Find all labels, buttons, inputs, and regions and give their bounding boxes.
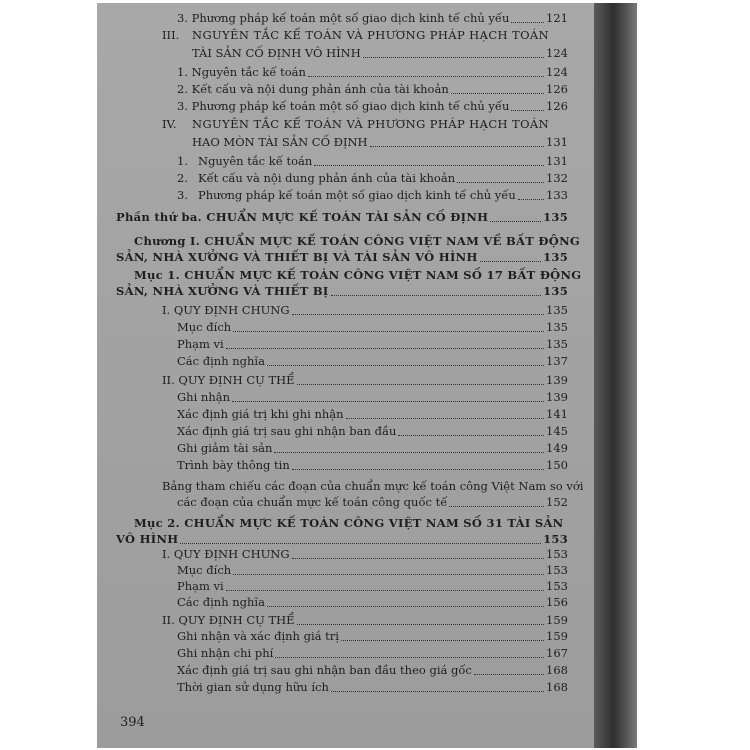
- toc-entry-line: Bảng tham chiếu các đoạn của chuẩn mực kế toán công Việt Nam so với: [162, 479, 584, 493]
- toc-section-heading: Mục 1. CHUẨN MỰC KẾ TOÁN CÔNG VIỆT NAM SỐ 17 BẤT ĐỘNG: [134, 268, 582, 282]
- toc-part-heading: Phần thứ ba. CHUẨN MỰC KẾ TOÁN TÀI SẢN CỐ ĐỊNH 135: [116, 210, 568, 224]
- toc-leader: [511, 110, 544, 111]
- toc-entry: Ghi nhận và xác định giá trị 159: [177, 629, 568, 643]
- toc-leader: [511, 22, 544, 23]
- toc-leader: [451, 93, 544, 94]
- toc-entry: VÔ HÌNH 153: [116, 532, 568, 546]
- toc-leader: [363, 57, 544, 58]
- toc-leader: [232, 401, 544, 402]
- toc-leader: [308, 76, 544, 77]
- toc-leader: [474, 674, 544, 675]
- toc-entry: Ghi nhận chi phí 167: [177, 646, 568, 660]
- book-spine-shadow: [594, 3, 637, 748]
- toc-leader: [180, 543, 541, 544]
- toc-item-number: 1.: [177, 154, 188, 168]
- toc-leader: [457, 182, 544, 183]
- toc-item-number: 2.: [177, 171, 188, 185]
- toc-entry: 1. Nguyên tắc kế toán 124: [177, 65, 568, 79]
- toc-entry: 2. Kết cấu và nội dung phản ánh của tài khoản 126: [177, 82, 568, 96]
- toc-entry: Kết cấu và nội dung phản ánh của tài khoản 132: [198, 171, 568, 185]
- toc-entry: Thời gian sử dụng hữu ích 168: [177, 680, 568, 694]
- toc-roman-numeral: IV.: [162, 117, 177, 131]
- toc-entry: 3. Phương pháp kế toán một số giao dịch kinh tế chủ yếu 126: [177, 99, 568, 113]
- toc-leader: [267, 365, 544, 366]
- toc-leader: [314, 165, 544, 166]
- toc-chapter-heading: Chương I. CHUẨN MỰC KẾ TOÁN CÔNG VIỆT NAM VỀ BẤT ĐỘNG: [134, 234, 581, 248]
- toc-entry: II. QUY ĐỊNH CỤ THỂ 139: [162, 373, 568, 387]
- toc-item-number: 3.: [177, 188, 188, 202]
- toc-heading-line: NGUYÊN TẮC KẾ TOÁN VÀ PHƯƠNG PHÁP HẠCH TOÁN: [192, 28, 550, 42]
- toc-leader: [233, 574, 544, 575]
- toc-entry: Mục đích 135: [177, 320, 568, 334]
- toc-leader: [292, 558, 544, 559]
- toc-leader: [226, 590, 544, 591]
- toc-entry: II. QUY ĐỊNH CỤ THỂ 159: [162, 613, 568, 627]
- toc-leader: [490, 221, 541, 222]
- toc-entry: SẢN, NHÀ XƯỞNG VÀ THIẾT BỊ 135: [116, 284, 568, 298]
- toc-leader: [292, 314, 544, 315]
- toc-entry: Các định nghĩa 156: [177, 595, 568, 609]
- toc-entry: TÀI SẢN CỐ ĐỊNH VÔ HÌNH 124: [192, 46, 568, 60]
- toc-leader: [331, 295, 541, 296]
- toc-entry: Xác định giá trị khi ghi nhận 141: [177, 407, 568, 421]
- page-number: 394: [120, 715, 145, 730]
- toc-entry: Phương pháp kế toán một số giao dịch kinh tế chủ yếu 133: [198, 188, 568, 202]
- toc-heading-line: NGUYÊN TẮC KẾ TOÁN VÀ PHƯƠNG PHÁP HẠCH TOÁN: [192, 117, 550, 131]
- toc-leader: [346, 418, 545, 419]
- toc-leader: [370, 146, 544, 147]
- toc-entry: Các định nghĩa 137: [177, 354, 568, 368]
- toc-leader: [233, 331, 544, 332]
- toc-section-heading: Mục 2. CHUẨN MỰC KẾ TOÁN CÔNG VIỆT NAM SỐ 31 TÀI SẢN: [134, 516, 564, 530]
- toc-leader: [274, 452, 544, 453]
- toc-entry: 3. Phương pháp kế toán một số giao dịch kinh tế chủ yếu 121: [177, 11, 568, 25]
- toc-leader: [226, 348, 544, 349]
- toc-leader: [292, 469, 544, 470]
- toc-entry: I. QUY ĐỊNH CHUNG 153: [162, 547, 568, 561]
- toc-entry: I. QUY ĐỊNH CHUNG 135: [162, 303, 568, 317]
- toc-leader: [449, 506, 544, 507]
- toc-entry: SẢN, NHÀ XƯỞNG VÀ THIẾT BỊ VÀ TÀI SẢN VÔ HÌNH 135: [116, 250, 568, 264]
- toc-entry: Ghi nhận 139: [177, 390, 568, 404]
- toc-leader: [297, 624, 544, 625]
- toc-leader: [275, 657, 544, 658]
- toc-entry: Ghi giảm tài sản 149: [177, 441, 568, 455]
- toc-leader: [341, 640, 544, 641]
- toc-leader: [267, 606, 544, 607]
- toc-leader: [297, 384, 544, 385]
- toc-entry: các đoạn của chuẩn mực kế toán công quốc tế 152: [177, 495, 568, 509]
- toc-entry: Xác định giá trị sau ghi nhận ban đầu theo giá gốc 168: [177, 663, 568, 677]
- toc-entry: Phạm vi 153: [177, 579, 568, 593]
- toc-entry: Trình bày thông tin 150: [177, 458, 568, 472]
- toc-roman-numeral: III.: [162, 28, 180, 42]
- toc-entry: Mục đích 153: [177, 563, 568, 577]
- toc-leader: [518, 199, 544, 200]
- toc-entry: Xác định giá trị sau ghi nhận ban đầu 145: [177, 424, 568, 438]
- toc-leader: [480, 261, 541, 262]
- toc-entry: HAO MÒN TÀI SẢN CỐ ĐỊNH 131: [192, 135, 568, 149]
- toc-entry: Phạm vi 135: [177, 337, 568, 351]
- toc-leader: [398, 435, 544, 436]
- toc-leader: [331, 691, 544, 692]
- toc-entry: Nguyên tắc kế toán 131: [198, 154, 568, 168]
